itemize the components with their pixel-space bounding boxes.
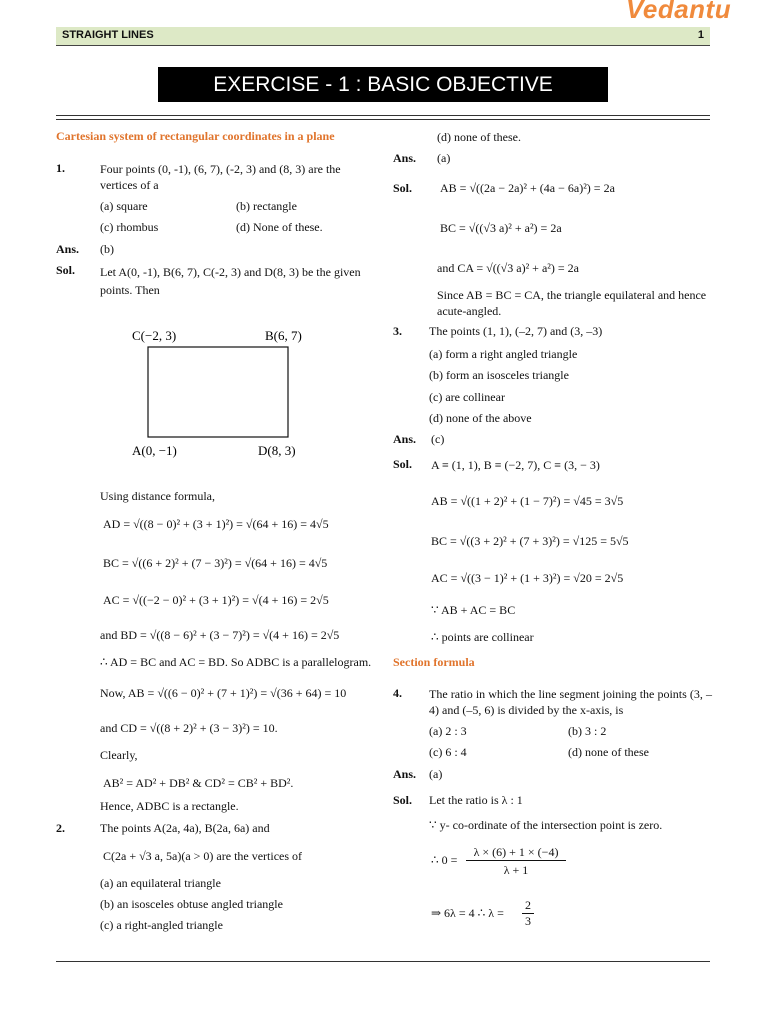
- label-c: C(−2, 3): [132, 328, 177, 343]
- option-c: (c) 6 : 4: [429, 745, 467, 759]
- option-d: (d) none of the above: [429, 411, 532, 425]
- result-numerator: 2: [522, 898, 534, 914]
- collinear-conclusion: ∴ points are collinear: [431, 630, 534, 644]
- question-text: Four points (0, -1), (6, 7), (-2, 3) and (8, 3) are the vertices of a: [100, 162, 341, 192]
- option-b: (b) form an isosceles triangle: [429, 368, 569, 382]
- label-a: A(0, −1): [132, 443, 177, 458]
- brand-logo: Vedantu: [626, 0, 732, 24]
- equation-ab: Now, AB = √((6 − 0)² + (7 + 1)²) = √(36 + 64) = 10: [100, 686, 347, 700]
- question-number: 2.: [56, 821, 65, 835]
- option-c: (c) rhombus: [100, 220, 159, 234]
- clearly-text: Clearly,: [100, 748, 138, 762]
- question-text: The points A(2a, 4a), B(2a, 6a) and: [100, 821, 270, 835]
- points-definition: A ≡ (1, 1), B ≡ (−2, 7), C ≡ (3, − 3): [431, 458, 600, 472]
- option-b: (b) 3 : 2: [568, 724, 607, 738]
- option-c: (c) a right-angled triangle: [100, 918, 223, 932]
- solution-label: Sol.: [56, 263, 76, 277]
- option-a: (a) an equilateral triangle: [100, 876, 221, 890]
- exercise-title: EXERCISE - 1 : BASIC OBJECTIVE QUESTIONS: [158, 67, 608, 102]
- option-a: (a) square: [100, 199, 148, 213]
- equation-ac: AC = √((−2 − 0)² + (3 + 1)²) = √(4 + 16) = 2√5: [103, 593, 329, 607]
- option-d: (d) none of these: [568, 745, 649, 759]
- equation-bd: and BD = √((8 − 6)² + (3 − 7)²) = √(4 + 16) = 2√5: [100, 628, 340, 642]
- solution-text: Let A(0, -1), B(6, 7), C(-2, 3) and D(8, 3) be the given points. Then: [100, 265, 361, 297]
- option-a: (a) 2 : 3: [429, 724, 467, 738]
- ratio-statement: Let the ratio is λ : 1: [429, 793, 523, 807]
- since-statement: ∵ y- co-ordinate of the intersection point is zero.: [429, 818, 663, 832]
- equation-bc: BC = √((√3 a)² + a²) = 2a: [440, 221, 562, 235]
- solution-conclusion: Since AB = BC = CA, the triangle equilateral and hence acute-angled.: [437, 288, 707, 318]
- fraction-denominator: λ + 1: [503, 863, 529, 877]
- footer-divider: [56, 961, 710, 962]
- equation-ca: and CA = √((√3 a)² + a²) = 2a: [437, 261, 579, 275]
- section-heading-cartesian: Cartesian system of rectangular coordinates in a plane: [56, 129, 335, 143]
- answer-value: (a): [437, 151, 451, 165]
- solution-label: Sol.: [393, 181, 413, 195]
- relation-text: AB² = AD² + DB² & CD² = CB² + BD².: [103, 776, 294, 790]
- question-text: The points (1, 1), (–2, 7) and (3, –3): [429, 324, 603, 338]
- answer-label: Ans.: [56, 242, 80, 256]
- option-b: (b) rectangle: [236, 199, 297, 213]
- question-text-vertex-c: C(2a + √3 a, 5a)(a > 0) are the vertices of: [103, 849, 303, 863]
- equation-ac: AC = √((3 − 1)² + (1 + 3)²) = √20 = 2√5: [431, 571, 624, 585]
- parallelogram-conclusion: ∴ AD = BC and AC = BD. So ADBC is a parallelogram.: [100, 655, 372, 669]
- equation-ab: AB = √((1 + 2)² + (1 − 7)²) = √45 = 3√5: [431, 494, 624, 508]
- label-b: B(6, 7): [265, 328, 302, 343]
- answer-label: Ans.: [393, 432, 417, 446]
- chapter-header-bar: [56, 27, 710, 46]
- equation-ab: AB = √((2a − 2a)² + (4a − 6a)²) = 2a: [440, 181, 615, 195]
- equation-ad: AD = √((8 − 0)² + (3 + 1)²) = √(64 + 16) = 4√5: [103, 517, 329, 531]
- answer-value: (c): [431, 432, 445, 446]
- since-statement: ∵ AB + AC = BC: [431, 603, 516, 617]
- answer-label: Ans.: [393, 151, 417, 165]
- page-number: 1: [697, 29, 704, 41]
- question-number: 4.: [393, 686, 402, 700]
- chapter-title: STRAIGHT LINES: [62, 29, 154, 41]
- option-d: (d) none of these.: [437, 130, 521, 144]
- option-d: (d) None of these.: [236, 220, 323, 234]
- equation-cd: and CD = √((8 + 2)² + (3 − 3)²) = 10.: [100, 721, 278, 735]
- section-divider: [56, 115, 710, 116]
- answer-value: (a): [429, 767, 443, 781]
- section-heading-section-formula: Section formula: [393, 655, 475, 669]
- solution-label: Sol.: [393, 793, 413, 807]
- option-b: (b) an isosceles obtuse angled triangle: [100, 897, 283, 911]
- option-c: (c) are collinear: [429, 390, 505, 404]
- question-number: 1.: [56, 161, 65, 175]
- section-divider-2: [56, 119, 710, 120]
- equation-bc: BC = √((6 + 2)² + (7 − 3)²) = √(64 + 16) = 4√5: [103, 556, 328, 570]
- question-text: The ratio in which the line segment joining the points (3, –4) and (–5, 6) is divided by the x-axis, is: [429, 687, 712, 717]
- distance-formula-intro: Using distance formula,: [100, 489, 215, 503]
- solution-label: Sol.: [393, 457, 413, 471]
- rectangle-conclusion: Hence, ADBC is a rectangle.: [100, 799, 239, 813]
- equation-left: ∴ 0 =: [431, 853, 458, 867]
- answer-value: (b): [100, 242, 114, 256]
- question-number: 3.: [393, 324, 402, 338]
- answer-label: Ans.: [393, 767, 417, 781]
- option-a: (a) form a right angled triangle: [429, 347, 578, 361]
- figure-rectangle: [148, 347, 288, 437]
- result-left: ⇒ 6λ = 4 ∴ λ =: [431, 906, 504, 920]
- equation-bc: BC = √((3 + 2)² + (7 + 3)²) = √125 = 5√5: [431, 534, 629, 548]
- fraction-numerator: λ × (6) + 1 × (−4): [466, 845, 566, 861]
- result-denominator: 3: [525, 914, 531, 928]
- label-d: D(8, 3): [258, 443, 296, 458]
- rectangle-figure: [110, 325, 340, 465]
